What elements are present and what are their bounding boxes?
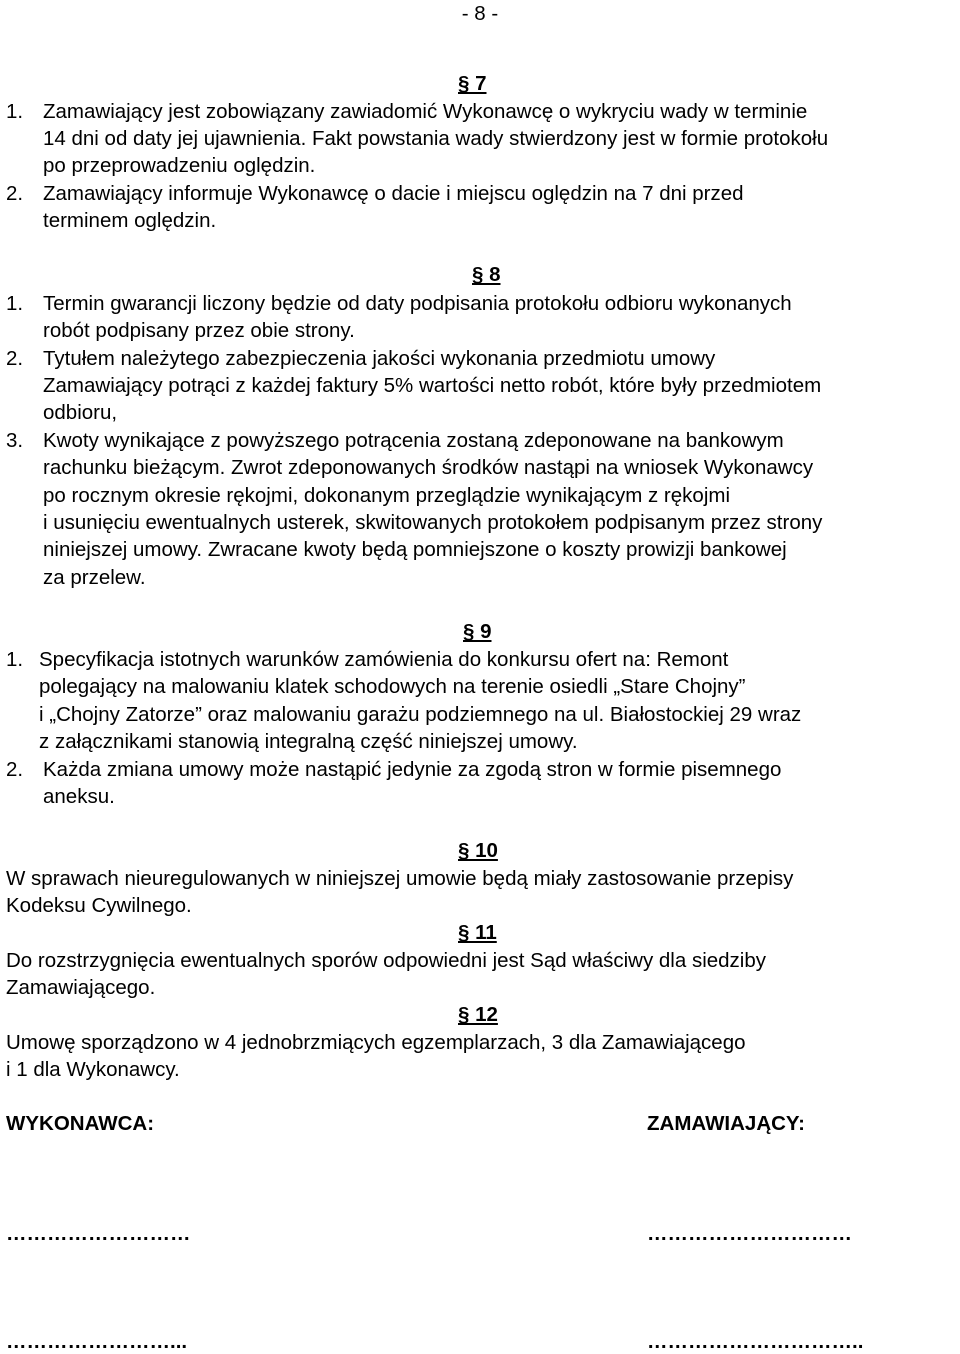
s9-item1-line3: i „Chojny Zatorze” oraz malowaniu garażu podziemnego na ul. Białostockiej 29 wraz <box>39 703 802 726</box>
s10-line1: W sprawach nieuregulowanych w niniejszej umowie będą miały zastosowanie przepisy <box>6 867 794 890</box>
section-10-heading: § 10 <box>458 839 498 862</box>
s7-item2-number: 2. <box>6 182 24 205</box>
s9-item2-line2: aneksu. <box>43 785 115 808</box>
s9-item1-line2: polegający na malowaniu klatek schodowych na terenie osiedli „Stare Chojny” <box>39 675 746 698</box>
section-12-heading: § 12 <box>458 1003 498 1026</box>
s10-line2: Kodeksu Cywilnego. <box>6 894 192 917</box>
s8-item3-line6: za przelew. <box>43 566 146 589</box>
s11-line2: Zamawiającego. <box>6 976 156 999</box>
s9-item1-line4: z załącznikami stanowią integralną część niniejszej umowy. <box>39 730 578 753</box>
section-9-heading: § 9 <box>463 620 492 643</box>
page-number: - 8 - <box>461 2 499 25</box>
s9-item2-number: 2. <box>6 758 24 781</box>
s8-item1-line1: Termin gwarancji liczony będzie od daty podpisania protokołu odbioru wykonanych <box>43 292 792 315</box>
contractor-signature-line-1: ……………………… <box>6 1222 191 1245</box>
employer-signature-line-1: ………………………… <box>647 1222 852 1245</box>
s8-item2-line2: Zamawiający potrąci z każdej faktury 5% wartości netto robót, które były przedmiotem <box>43 374 822 397</box>
s9-item1-line1: Specyfikacja istotnych warunków zamówienia do konkursu ofert na: Remont <box>39 648 729 671</box>
section-7-heading: § 7 <box>458 72 487 95</box>
s8-item3-number: 3. <box>6 429 24 452</box>
s7-item1-line2: 14 dni od daty jej ujawnienia. Fakt powstania wady stwierdzony jest w formie protokołu <box>43 127 829 150</box>
employer-signature-label: ZAMAWIAJĄCY: <box>647 1112 805 1135</box>
s8-item2-number: 2. <box>6 347 24 370</box>
s8-item2-line3: odbioru, <box>43 401 118 424</box>
s8-item1-number: 1. <box>6 292 24 315</box>
s9-item1-number: 1. <box>6 648 24 671</box>
s8-item1-line2: robót podpisany przez obie strony. <box>43 319 355 342</box>
employer-signature-line-2: ………………………….. <box>647 1330 864 1353</box>
section-8-heading: § 8 <box>472 263 501 286</box>
s8-item2-line1: Tytułem należytego zabezpieczenia jakości wykonania przedmiotu umowy <box>43 347 716 370</box>
s8-item3-line3: po rocznym okresie rękojmi, dokonanym przeglądzie wynikającym z rękojmi <box>43 484 731 507</box>
s8-item3-line1: Kwoty wynikające z powyższego potrącenia zostaną zdeponowane na bankowym <box>43 429 784 452</box>
contractor-signature-line-2: ……………………... <box>6 1330 188 1353</box>
section-11-heading: § 11 <box>458 921 497 944</box>
s8-item3-line2: rachunku bieżącym. Zwrot zdeponowanych środków nastąpi na wniosek Wykonawcy <box>43 456 814 479</box>
s8-item3-line5: niniejszej umowy. Zwracane kwoty będą pomniejszone o koszty prowizji bankowej <box>43 538 787 561</box>
s12-line2: i 1 dla Wykonawcy. <box>6 1058 180 1081</box>
s12-line1: Umowę sporządzono w 4 jednobrzmiących egzemplarzach, 3 dla Zamawiającego <box>6 1031 746 1054</box>
s7-item2-line1: Zamawiający informuje Wykonawcę o dacie i miejscu oględzin na 7 dni przed <box>43 182 744 205</box>
s7-item2-line2: terminem oględzin. <box>43 209 217 232</box>
s8-item3-line4: i usunięciu ewentualnych usterek, skwitowanych protokołem podpisanym przez strony <box>43 511 823 534</box>
s11-line1: Do rozstrzygnięcia ewentualnych sporów odpowiedni jest Sąd właściwy dla siedziby <box>6 949 767 972</box>
contractor-signature-label: WYKONAWCA: <box>6 1112 155 1135</box>
s7-item1-line1: Zamawiający jest zobowiązany zawiadomić Wykonawcę o wykryciu wady w terminie <box>43 100 808 123</box>
s9-item2-line1: Każda zmiana umowy może nastąpić jedynie za zgodą stron w formie pisemnego <box>43 758 782 781</box>
s7-item1-line3: po przeprowadzeniu oględzin. <box>43 154 316 177</box>
s7-item1-number: 1. <box>6 100 24 123</box>
